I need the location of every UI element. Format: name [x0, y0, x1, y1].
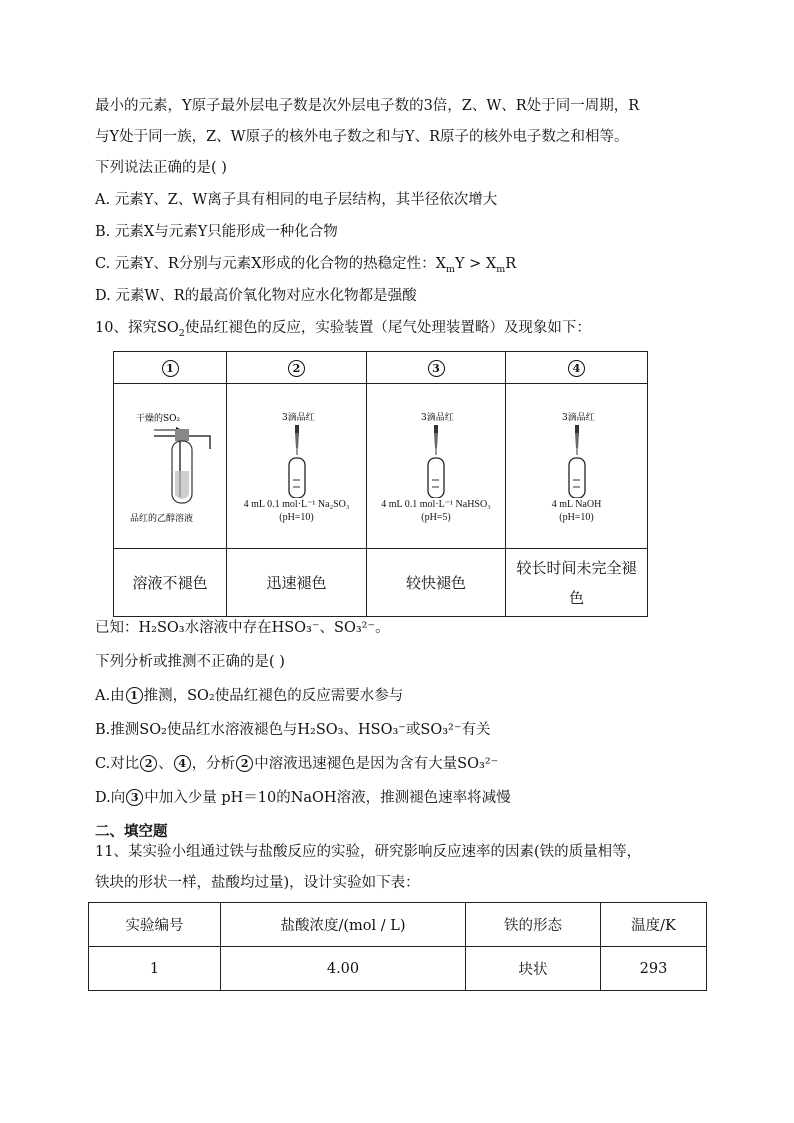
section-heading: 二、填空题 [95, 824, 168, 840]
table-header-row [89, 903, 707, 947]
exp-result-4: 较长时间未完全褪色 [506, 549, 648, 617]
table-cell: 1 [89, 947, 221, 991]
exp-header-3: 3 [367, 352, 506, 384]
q9-option-b: B. 元素X与元素Y只能形成一种化合物 [95, 224, 338, 240]
q10-option-b: B.推测SO₂使品红水溶液褪色与H₂SO₃、HSO₃⁻或SO₃²⁻有关 [95, 722, 491, 738]
solution-label-3: 4 mL 0.1 mol·L⁻¹ NaHSO₃ [381, 499, 491, 510]
drop-label-3: 3滴品红 [421, 413, 454, 423]
solution-label-2: 4 mL 0.1 mol·L⁻¹ Na₂SO₃ [243, 499, 350, 510]
exp-result-2: 迅速褪色 [227, 549, 367, 617]
q10-prompt: 下列分析或推测不正确的是( ) [95, 654, 285, 670]
ph-label-2: (pH=10) [279, 512, 314, 523]
q10-option-a: A.由 1 推测，SO₂使品红褪色的反应需要水参与 [95, 688, 404, 704]
exp-apparatus-2 [227, 384, 367, 549]
solution-label-4: 4 mL NaOH [551, 499, 602, 510]
exp-header-1: 1 [114, 352, 227, 384]
table-header-cell: 盐酸浓度/(mol / L) [221, 903, 466, 947]
q10-stem: 10、探究$SO_2$使品红褪色的反应，实验装置（尾气处理装置略）及现象如下： [95, 320, 591, 339]
q9-option-d: D. 元素W、R的最高价氧化物对应水化物都是强酸 [95, 288, 417, 304]
dropper-tube-icon [371, 408, 501, 498]
q11-line1: 11、某实验小组通过铁与盐酸反应的实验，研究影响反应速率的因素(铁的质量相等， [95, 844, 642, 860]
drop-label-2: 3滴品红 [281, 413, 315, 423]
exp-header-4: 4 [506, 352, 648, 384]
drop-label-4: 3滴品红 [561, 413, 595, 423]
q10-option-d: D.向 3 中加入少量 pH＝10的NaOH溶液，推测褪色速率将减慢 [95, 790, 511, 806]
gas-label: 干燥的SO₂ [136, 414, 181, 424]
exp-apparatus-3 [367, 384, 506, 549]
ph-label-3: (pH=5) [421, 512, 451, 523]
exp-result-1: 溶液不褪色 [114, 549, 227, 617]
q9-line1: 最小的元素，Y原子最外层电子数是次外层电子数的3倍，Z、W、R处于同一周期，R [95, 98, 640, 114]
table-header-cell: 实验编号 [89, 903, 221, 947]
q9-line2: 与Y处于同一族，Z、W原子的核外电子数之和与Y、R原子的核外电子数之和相等。 [95, 129, 629, 145]
dropper-tube-icon [512, 408, 642, 498]
exp-apparatus-4 [506, 384, 648, 549]
experiment-table [113, 351, 648, 617]
ph-label-4: (pH=10) [559, 512, 594, 523]
gas-tube-apparatus-icon [120, 407, 220, 525]
iron-hcl-table [88, 902, 707, 991]
exp-apparatus-1 [114, 384, 227, 549]
q9-option-c: C. 元素Y、R分别与元素X形成的化合物的热稳定性：$X_mY > X_mR$ [95, 256, 517, 275]
table-header-cell: 温度/K [601, 903, 707, 947]
table-cell: 块状 [466, 947, 601, 991]
q9-prompt: 下列说法正确的是( ) [95, 160, 227, 176]
q9-option-a: A. 元素Y、Z、W离子具有相同的电子层结构，其半径依次增大 [95, 192, 498, 208]
q10-option-c: C.对比 2 、 4 ，分析 2 中溶液迅速褪色是因为含有大量SO₃²⁻ [95, 756, 499, 772]
exp-header-2: 2 [227, 352, 367, 384]
table-header-cell: 铁的形态 [466, 903, 601, 947]
q11-line2: 铁块的形状一样，盐酸均过量)，设计实验如下表： [95, 875, 420, 891]
q10-known: 已知：H₂SO₃水溶液中存在HSO₃⁻、SO₃²⁻。 [95, 620, 390, 636]
dropper-tube-icon [232, 408, 362, 498]
table-cell: 4.00 [221, 947, 466, 991]
table-cell: 293 [601, 947, 707, 991]
solution-label-1: 品红的乙醇溶液 [130, 514, 194, 524]
exp-result-3: 较快褪色 [367, 549, 506, 617]
table-row [89, 947, 707, 991]
